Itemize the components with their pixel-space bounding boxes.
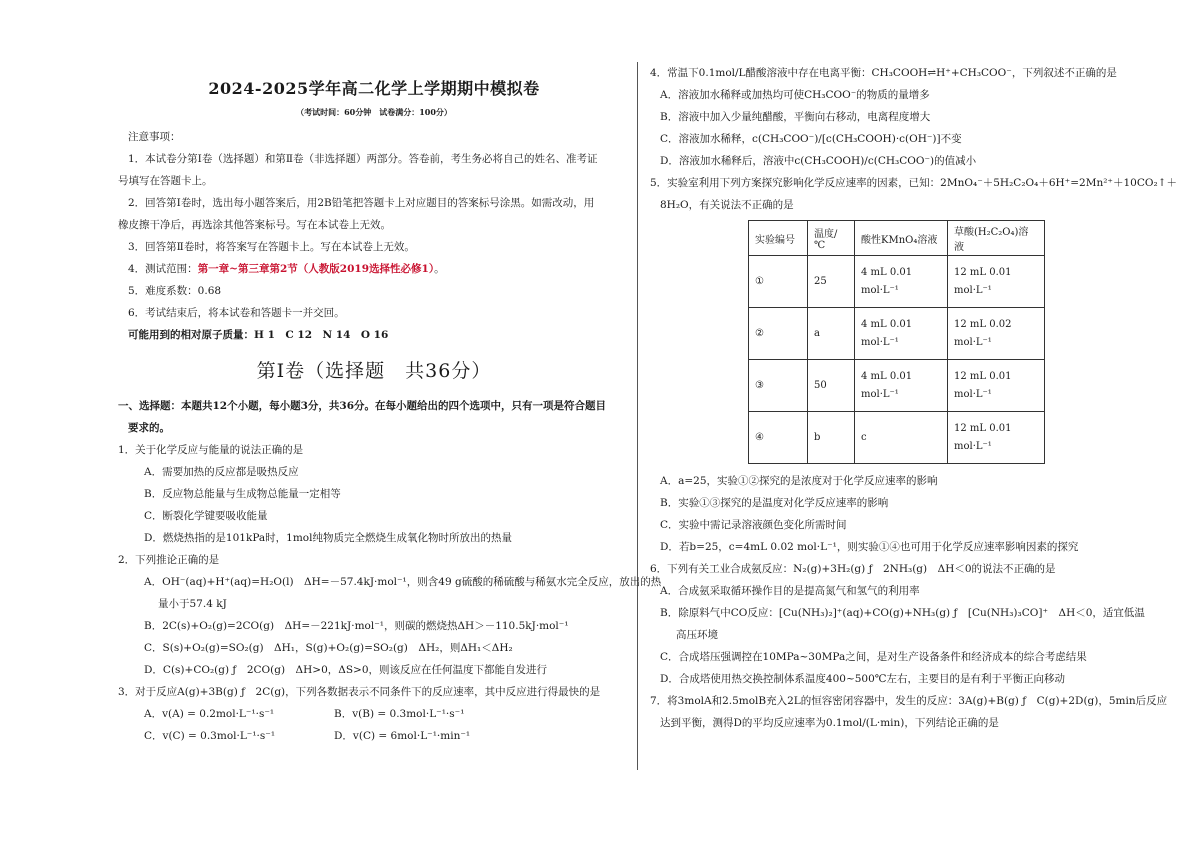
header-kmno4: 酸性KMnO₄溶液 — [855, 221, 948, 256]
note-2-line-1: 2．回答第Ⅰ卷时，选出每小题答案后，用2B铅笔把答题卡上对应题目的答案标号涂黑。如需改动，用 — [128, 197, 595, 209]
right-column — [650, 62, 1177, 734]
experiment-table — [748, 220, 1045, 464]
header-temperature: 温度/℃ — [808, 221, 855, 256]
row-4-id: ④ — [749, 412, 808, 464]
note-4 — [118, 258, 630, 280]
note-3: 3．回答第Ⅱ卷时，将答案写在答题卡上。写在本试卷上无效。 — [128, 241, 415, 253]
row-3-id: ③ — [749, 360, 808, 412]
q2-option-d: D．C(s)+CO₂(g) ƒ 2CO(g) ΔH>0，ΔS>0，则该反应在任何温度下都能自发进行 — [144, 664, 548, 676]
q4-option-c: C．溶液加水稀释，c(CH₃COO⁻)/[c(CH₃COOH)·c(OH⁻)]不变 — [660, 133, 962, 145]
q6-option-b-line-1: B．除原料气中CO反应：[Cu(NH₃)₂]⁺(aq)+CO(g)+NH₃(g) ƒ [Cu(NH₃)₃CO]⁺ ΔH＜0，适宜低温 — [660, 607, 1145, 619]
row-3-oxalic: 12 mL 0.01 mol·L⁻¹ — [948, 360, 1045, 412]
q1-option-a: A．需要加热的反应都是吸热反应 — [144, 466, 299, 478]
q3-stem: 3．对于反应A(g)+3B(g) ƒ 2C(g)，下列各数据表示不同条件下的反应速率，其中反应进行得最快的是 — [118, 686, 601, 698]
notes-heading: 注意事项： — [128, 131, 181, 143]
q3-options-row-1 — [118, 703, 630, 725]
q6-option-c: C．合成塔压强调控在10MPa~30MPa之间，是对生产设备条件和经济成本的综合考虑结果 — [660, 651, 1087, 663]
q4-option-d: D．溶液加水稀释后，溶液中c(CH₃COOH)/c(CH₃COO⁻)的值减小 — [660, 155, 977, 167]
q3-option-d: D．v(C) = 6mol·L⁻¹·min⁻¹ — [334, 730, 471, 742]
section-intro-line-2: 要求的。 — [128, 422, 170, 434]
row-4-oxalic: 12 mL 0.01 mol·L⁻¹ — [948, 412, 1045, 464]
q6-option-b-line-2: 高压环境 — [676, 629, 718, 641]
q5-option-c: C．实验中需记录溶液颜色变化所需时间 — [660, 519, 847, 531]
row-1-id: ① — [749, 256, 808, 308]
q4-stem: 4．常温下0.1mol/L醋酸溶液中存在电离平衡：CH₃COOH⇌H⁺+CH₃COO⁻，下列叙述不正确的是 — [650, 67, 1117, 79]
q1-option-c: C．断裂化学键要吸收能量 — [144, 510, 268, 522]
q7-stem-line-1: 7．将3molA和2.5molB充入2L的恒容密闭容器中，发生的反应：3A(g)+B(g) ƒ C(g)+2D(g)，5min后反应 — [650, 695, 1168, 707]
note-4-suffix: 。 — [434, 263, 445, 275]
q7-stem-line-2: 达到平衡，测得D的平均反应速率为0.1mol/(L·min)，下列结论正确的是 — [660, 717, 999, 729]
row-4-temp: b — [808, 412, 855, 464]
row-1-oxalic: 12 mL 0.01 mol·L⁻¹ — [948, 256, 1045, 308]
q4-option-a: A．溶液加水稀释或加热均可使CH₃COO⁻的物质的量增多 — [660, 89, 930, 101]
q3-option-c: C．v(C) = 0.3mol·L⁻¹·s⁻¹ — [144, 730, 276, 742]
q3-option-b: B．v(B) = 0.3mol·L⁻¹·s⁻¹ — [334, 708, 465, 720]
row-2-temp: a — [808, 308, 855, 360]
left-column — [118, 62, 662, 747]
atomic-masses: 可能用到的相对原子质量：H 1 C 12 N 14 O 16 — [128, 329, 389, 341]
row-1-temp: 25 — [808, 256, 855, 308]
table-row — [749, 412, 1045, 464]
row-3-temp: 50 — [808, 360, 855, 412]
section-intro-line-1: 一、选择题：本题共12个小题，每小题3分，共36分。在每小题给出的四个选项中，只有一项是符合题目 — [118, 400, 607, 412]
row-1-kmno4: 4 mL 0.01 mol·L⁻¹ — [855, 256, 948, 308]
q3-option-a: A．v(A) = 0.2mol·L⁻¹·s⁻¹ — [144, 708, 275, 720]
header-experiment-id: 实验编号 — [749, 221, 808, 256]
exam-title: 2024-2025学年高二化学上学期期中模拟卷 — [208, 79, 540, 98]
note-1-line-2: 号填写在答题卡上。 — [118, 175, 213, 187]
q6-option-d: D．合成塔使用热交换控制体系温度400~500℃左右，主要目的是有利于平衡正向移动 — [660, 673, 1066, 685]
note-6: 6．考试结束后，将本试卷和答题卡一并交回。 — [128, 307, 345, 319]
q6-stem: 6．下列有关工业合成氨反应：N₂(g)+3H₂(g) ƒ 2NH₃(g) ΔH＜0的说法不正确的是 — [650, 563, 1056, 575]
q2-option-a-line-1: A．OH⁻(aq)+H⁺(aq)=H₂O(l) ΔH=－57.4kJ·mol⁻¹，则含49 g硫酸的稀硫酸与稀氨水完全反应，放出的热 — [144, 576, 662, 588]
q5-option-d: D．若b=25，c=4mL 0.02 mol·L⁻¹，则实验①④也可用于化学反应速率影响因素的探究 — [660, 541, 1079, 553]
q1-stem: 1．关于化学反应与能量的说法正确的是 — [118, 444, 304, 456]
section-title: 第Ⅰ卷（选择题 共36分） — [256, 360, 492, 382]
q2-option-a-line-2: 量小于57.4 kJ — [158, 598, 227, 610]
q6-option-a: A．合成氨采取循环操作目的是提高氮气和氢气的利用率 — [660, 585, 920, 597]
q5-option-b: B．实验①③探究的是温度对化学反应速率的影响 — [660, 497, 889, 509]
note-2-line-2: 橡皮擦干净后，再选涂其他答案标号。写在本试卷上无效。 — [118, 219, 391, 231]
note-4-prefix: 4．测试范围： — [128, 263, 198, 275]
q5-stem-line-2: 8H₂O，有关说法不正确的是 — [660, 199, 794, 211]
q2-stem: 2．下列推论正确的是 — [118, 554, 220, 566]
q5-option-a: A．a=25，实验①②探究的是浓度对于化学反应速率的影响 — [660, 475, 938, 487]
row-4-kmno4: c — [855, 412, 948, 464]
row-2-id: ② — [749, 308, 808, 360]
q2-option-b: B．2C(s)+O₂(g)=2CO(g) ΔH=－221kJ·mol⁻¹，则碳的燃烧热ΔH＞－110.5kJ·mol⁻¹ — [144, 620, 569, 632]
column-divider — [637, 62, 638, 770]
note-4-scope: 第一章~第三章第2节（人教版2019选择性必修1） — [197, 263, 435, 275]
exam-subtitle: （考试时间：60分钟 试卷满分：100分） — [296, 107, 452, 117]
row-2-kmno4: 4 mL 0.01 mol·L⁻¹ — [855, 308, 948, 360]
note-5: 5．难度系数：0.68 — [128, 285, 222, 297]
q1-option-b: B．反应物总能量与生成物总能量一定相等 — [144, 488, 341, 500]
table-header-row — [749, 221, 1045, 256]
q5-stem-line-1: 5．实验室利用下列方案探究影响化学反应速率的因素，已知：2MnO₄⁻＋5H₂C₂O₄＋6H⁺=2Mn²⁺＋10CO₂↑＋ — [650, 177, 1177, 189]
q2-option-c: C．S(s)+O₂(g)=SO₂(g) ΔH₁，S(g)+O₂(g)=SO₂(g) ΔH₂，则ΔH₁＜ΔH₂ — [144, 642, 513, 654]
table-row — [749, 256, 1045, 308]
q1-option-d: D．燃烧热指的是101kPa时，1mol纯物质完全燃烧生成氧化物时所放出的热量 — [144, 532, 512, 544]
table-row — [749, 360, 1045, 412]
q3-options-row-2 — [118, 725, 630, 747]
table-row — [749, 308, 1045, 360]
header-oxalic: 草酸(H₂C₂O₄)溶液 — [948, 221, 1045, 256]
q4-option-b: B．溶液中加入少量纯醋酸，平衡向右移动，电离程度增大 — [660, 111, 931, 123]
row-3-kmno4: 4 mL 0.01 mol·L⁻¹ — [855, 360, 948, 412]
note-1-line-1: 1．本试卷分第Ⅰ卷（选择题）和第Ⅱ卷（非选择题）两部分。答卷前，考生务必将自己的姓名、准考证 — [128, 153, 598, 165]
row-2-oxalic: 12 mL 0.02 mol·L⁻¹ — [948, 308, 1045, 360]
